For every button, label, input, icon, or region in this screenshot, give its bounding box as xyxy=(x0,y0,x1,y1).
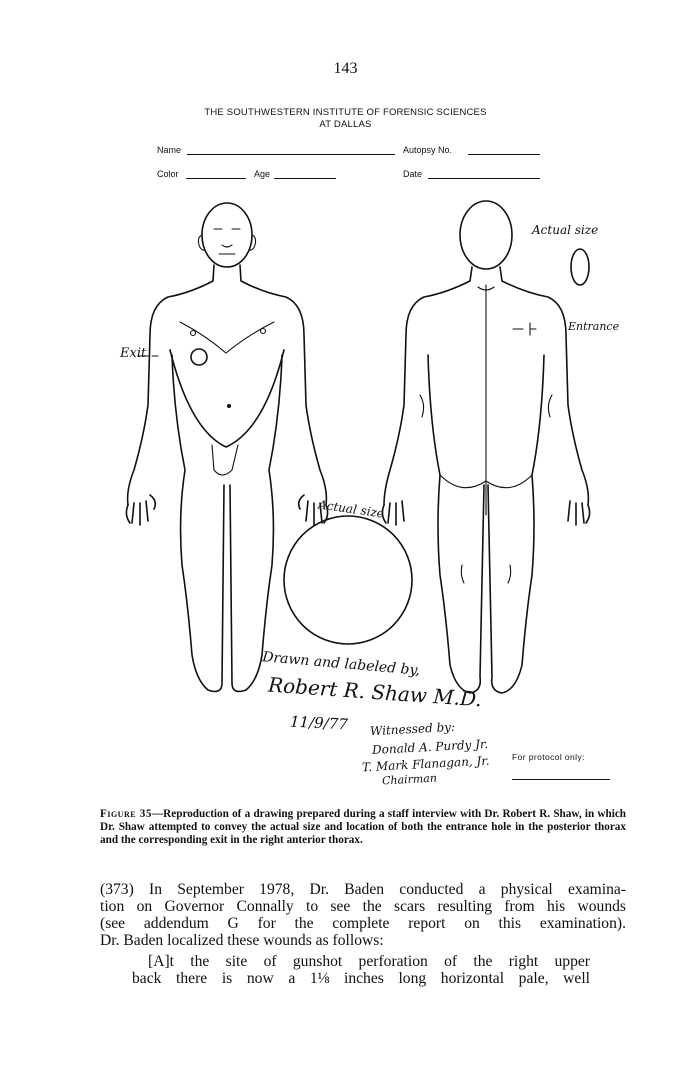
protocol-line xyxy=(512,779,610,780)
quote-line-1: [A]t the site of gunshot perforation of the right upper xyxy=(148,953,590,970)
color-label: Color xyxy=(157,169,179,179)
page-number: 143 xyxy=(333,60,358,77)
exit-annotation: Exit xyxy=(120,346,147,361)
actual-size-right-annotation: Actual size xyxy=(532,223,599,237)
autopsy-label: Autopsy No. xyxy=(403,145,453,155)
institution-city: AT DALLAS xyxy=(319,119,372,130)
age-label: Age xyxy=(254,169,271,179)
body-line-1: (373) In September 1978, Dr. Baden conducted a physical examina- xyxy=(100,881,626,898)
witnessed-annotation: Witnessed by: xyxy=(369,719,456,739)
witness-role: Chairman xyxy=(381,771,438,788)
drawn-by-annotation: Drawn and labeled by, xyxy=(261,649,421,679)
date-label: Date xyxy=(403,169,423,179)
shaw-signature: Robert R. Shaw M.D. xyxy=(267,672,483,712)
quote-line-2: back there is now a 1⅛ inches long horizontal pale, well xyxy=(132,970,590,987)
protocol-label: For protocol only: xyxy=(512,752,585,762)
figure-caption xyxy=(100,808,626,847)
autopsy-line xyxy=(468,154,540,155)
color-line xyxy=(186,178,246,179)
exit-size-circle xyxy=(284,516,412,644)
drawing-date: 11/9/77 xyxy=(289,712,349,734)
witness-signature-1: Donald A. Purdy Jr. xyxy=(371,736,489,758)
back-body-figure xyxy=(382,201,589,693)
date-line xyxy=(428,178,540,179)
entrance-annotation: Entrance xyxy=(568,320,620,333)
name-line xyxy=(187,154,395,155)
figure-caption-text: —Reproduction of a drawing prepared during a staff interview with Dr. Robert R. Shaw, in which Dr. Shaw attempted to convey the actual size and location of both the entrance hole in the posterior thorax and the corresponding exit in the right anterior thorax. xyxy=(100,808,627,846)
entrance-size-oval xyxy=(571,249,589,285)
institution-name: THE SOUTHWESTERN INSTITUTE OF FORENSIC SCIENCES xyxy=(204,107,487,118)
actual-size-center-annotation: Actual size xyxy=(317,497,385,521)
age-line xyxy=(274,178,336,179)
name-label: Name xyxy=(157,145,182,155)
exit-wound-circle xyxy=(191,349,207,365)
body-line-4: Dr. Baden localized these wounds as follows: xyxy=(100,932,384,949)
figure-label: Figure 35 xyxy=(100,808,152,820)
witness-signature-2: T. Mark Flanagan, Jr. xyxy=(361,753,490,775)
body-diagram xyxy=(0,185,691,710)
body-line-3: (see addendum G for the complete report on this examination). xyxy=(100,915,626,932)
body-line-2: tion on Governor Connally to see the scars resulting from his wounds xyxy=(100,898,626,915)
